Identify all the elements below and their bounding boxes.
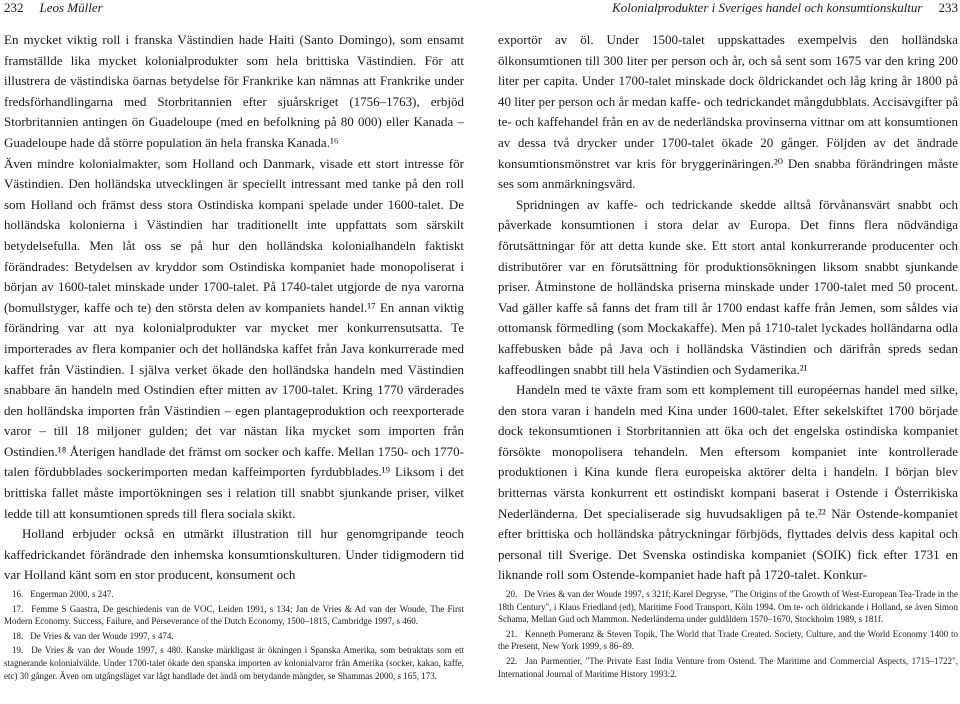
footnote-text: Kenneth Pomeranz & Steven Topik, The World that Trade Created. Society, Culture, and the World Economy 1400 to the Present, New York 1999, s 86–89.: [498, 628, 958, 652]
footnote: [4, 644, 464, 682]
body-paragraph: Holland erbjuder också en utmärkt illustration till hur genomgripande teoch kaffedrickandet förändrade den inhemska konsumtionskulturen. Under tidigmodern tid var Holland känt som en stor producent, konsument och: [4, 526, 464, 583]
footnote-number: 17.: [12, 603, 24, 614]
footnote-number: 20.: [506, 589, 518, 599]
body-paragraph: En mycket viktig roll i franska Västindien hade Haiti (Santo Domingo), som ensamt framställde lika mycket kolonialprodukter som hela brittiska Västindien. För att illustrera de västindiska öarnas betydelse för Frankrike kan nämnas att Frankrike under fredsförhandlingarna med Storbritannien efter sjuårskriget (1756–1763), erbjöd Storbritannien antingen ön Guadeloupe (med en befolkning på 80 000) eller Kanada – Guadeloupe hade då större population än hela franska Kanada.¹⁶: [4, 32, 464, 150]
right-page-body: [498, 30, 958, 586]
running-head: Leos Müller: [39, 0, 103, 15]
left-page-body: [4, 30, 464, 586]
footnote: [4, 630, 464, 643]
footnote: [4, 588, 464, 601]
right-page-footnotes: [498, 588, 958, 682]
footnote-number: 16.: [12, 589, 24, 599]
footnote-number: 22.: [506, 655, 518, 666]
page-number: 232: [4, 0, 24, 15]
body-paragraph: Handeln med te växte fram som ett komplement till européernas handel med silke, den stora varan i handeln med Kina under 1600-talet. Efter sekelskiftet 1700 började dock tekonsumtionen i Storbritannien att öka och det engelska ostindiska kompaniet försökte monopolisera tehandeln. Men eftersom kompaniet inte kontrollerade produktionen i Kina kunde flera europeiska aktörer delta i handeln. I början blev britternas värsta konkurrent ett ostindiskt kompani baserat i Ostende i Österrikiska Nederländerna. Det specialiserade sig huvudsakligen på te.²² När Ostende-kompaniet efter brittiska och holländska påtryckningar förbjöds, flyttades delvis dess kapital och personal till Sverige. Det Svenska ostindiska kompaniet (SOIK) fick efter 1731 en liknande roll som Ostende-kompaniet hade haft på 1720-talet. Konkur-: [498, 382, 958, 583]
footnote-text: De Vries & van der Woude 1997, s 480. Kanske märkligast är ökningen i Spanska Amerika, som betraktats som ett stagnerande kolonialvälde. Under 1700-talet ökade den spanska importen av kolonialvaror från Amerika (socker, kakao, kaffe, etc) 30 gånger. Även om utgångsläget var lågt handlade det ändå om betydande mängder, se Shammas 2000, s 165, 173.: [4, 645, 465, 681]
footnote-number: 18.: [12, 630, 24, 641]
footnote: [498, 655, 958, 680]
footnote-text: Femme S Gaastra, De geschiedenis van de VOC, Leiden 1991, s 134; Jan de Vries & Ad van der Woude, The First Modern Economy. Success, Failure, and Perseverance of the Dutch Economy, 1500–1815, Cambridge 1997, s 460.: [4, 603, 464, 627]
running-head: Kolonialprodukter i Sveriges handel och konsumtionskultur: [612, 0, 923, 15]
body-paragraph: exportör av öl. Under 1500-talet uppskattades exempelvis den holländska ölkonsumtionen till 300 liter per person och år, och så sent som 1675 var den kring 200 liter per capita. Under 1700-talet minskade dock öldrickandet och låg kring år 1800 på 40 liter per person och år medan kaffe- och tedrickandet mångdubblats. Accisavgifter på te- och kaffehandel från en av de nederländska provinserna vittnar om att konsumtionen av dessa två drycker under 1700-talet ökade 20 gånger. Följden av det ändrade konsumtionsmönstret var kris för bryggerinäringen.²⁰ Den snabba förändringen måste ses som anmärkningsvärd.: [498, 32, 958, 192]
footnote: [498, 588, 958, 626]
right-page: [498, 0, 958, 704]
footnote-text: Engerman 2000, s 247.: [30, 589, 114, 599]
left-page-footnotes: [4, 588, 464, 684]
footnote: [4, 603, 464, 628]
footnote-text: De Vries & van der Woude 1997, s 321f; Karel Degryse, "The Origins of the Growth of West-European Tea-Trade in the 18th Century", i Klaus Friedland (ed), Maritime Food Transport, Köln 1994. Om te- och öldrickande i Holland, se även Simon Schama, Mellan Gud och Mammon. Nederländerna under guldåldern 1570–1670, Stockholm 1989, s 181f.: [498, 589, 958, 625]
footnote: [498, 628, 958, 653]
footnote-text: De Vries & van der Woude 1997, s 474.: [30, 630, 174, 641]
left-page-header: [4, 0, 464, 18]
body-paragraph: Spridningen av kaffe- och tedrickande skedde alltså förvånansvärt snabbt och påverkade konsumtionen i stora delar av Europa. Det finns flera nödvändiga förutsättningar för att detta kunde ske. Ett stort antal konkurrerande producenter och distributörer var en förutsättning för produktionsökningen liksom snabbt sjunkande priser. Åtminstone de holländska priserna minskade under 1700-talet med 50 procent. Vad gäller kaffe så fanns det fram till år 1700 endast kaffe från Jemen, som såldes via ottomansk förmedling (som Mockakaffe). Men på 1710-talet lyckades holländarna odla kaffebusken både på Java och i holländska Västindien och därifrån spreds sedan kaffeodlingen snabbt till hela Västindien och Sydamerika.²¹: [498, 196, 958, 377]
left-page: [4, 0, 464, 704]
right-page-header: [498, 0, 958, 18]
body-paragraph: Även mindre kolonialmakter, som Holland och Danmark, visade ett stort intresse för Västindien. Den holländska utvecklingen är speciellt intressant med tanke på den roll som Holland och främst dess stora Ostindiska kompani spelade under 1600-talet. De holländska kolonierna i Västindien har traditionellt inte uppfattats som särskilt betydelsefulla. Men låt oss se på hur den holländska kolonialhandeln faktiskt förändrades: Betydelsen av kryddor som Ostindiska kompaniet hade monopoliserat i början av 1600-talet minskade under 1700-talet. På 1740-talet utgjorde de nya varorna (bomullstyger, kaffe och te) den största delen av kompaniets handel.¹⁷ En annan viktig förändring var att nya kolonialprodukter var mycket mer konkurrensutsatta. Te importerades av flera kompanier och det holländska kaffet från Java konkurrerade med kaffet från Västindien. I själva verket ökade den holländska handeln med Västindien snabbare än handeln med Ostindien efter mitten av 1700-talet. Kring 1770 värderades den holländska importen från Västindien – egen plantageproduktion och reexporterade varor – till 18 miljoner gulden; det var nästan lika mycket som importen från Ostindien.¹⁸ Återigen handlade det främst om socker och kaffe. Mellan 1750- och 1770-talen fördubblades sockerimporten medan kaffeimporten fyrdubblades.¹⁹ Liksom i det brittiska fallet måste importökningen ses i relation till snabbt sjunkande priser, vilket ledde till att konsumtionen spreds till flera sociala skikt.: [4, 155, 464, 521]
footnote-text: Jan Parmentier, "The Private East India Venture from Ostend. The Maritime and Commercial Aspects, 1715–1722", International Journal of Maritime History 1993:2.: [498, 655, 959, 679]
footnote-number: 21.: [506, 628, 518, 639]
footnote-number: 19.: [12, 645, 24, 656]
page-number: 233: [938, 0, 958, 15]
